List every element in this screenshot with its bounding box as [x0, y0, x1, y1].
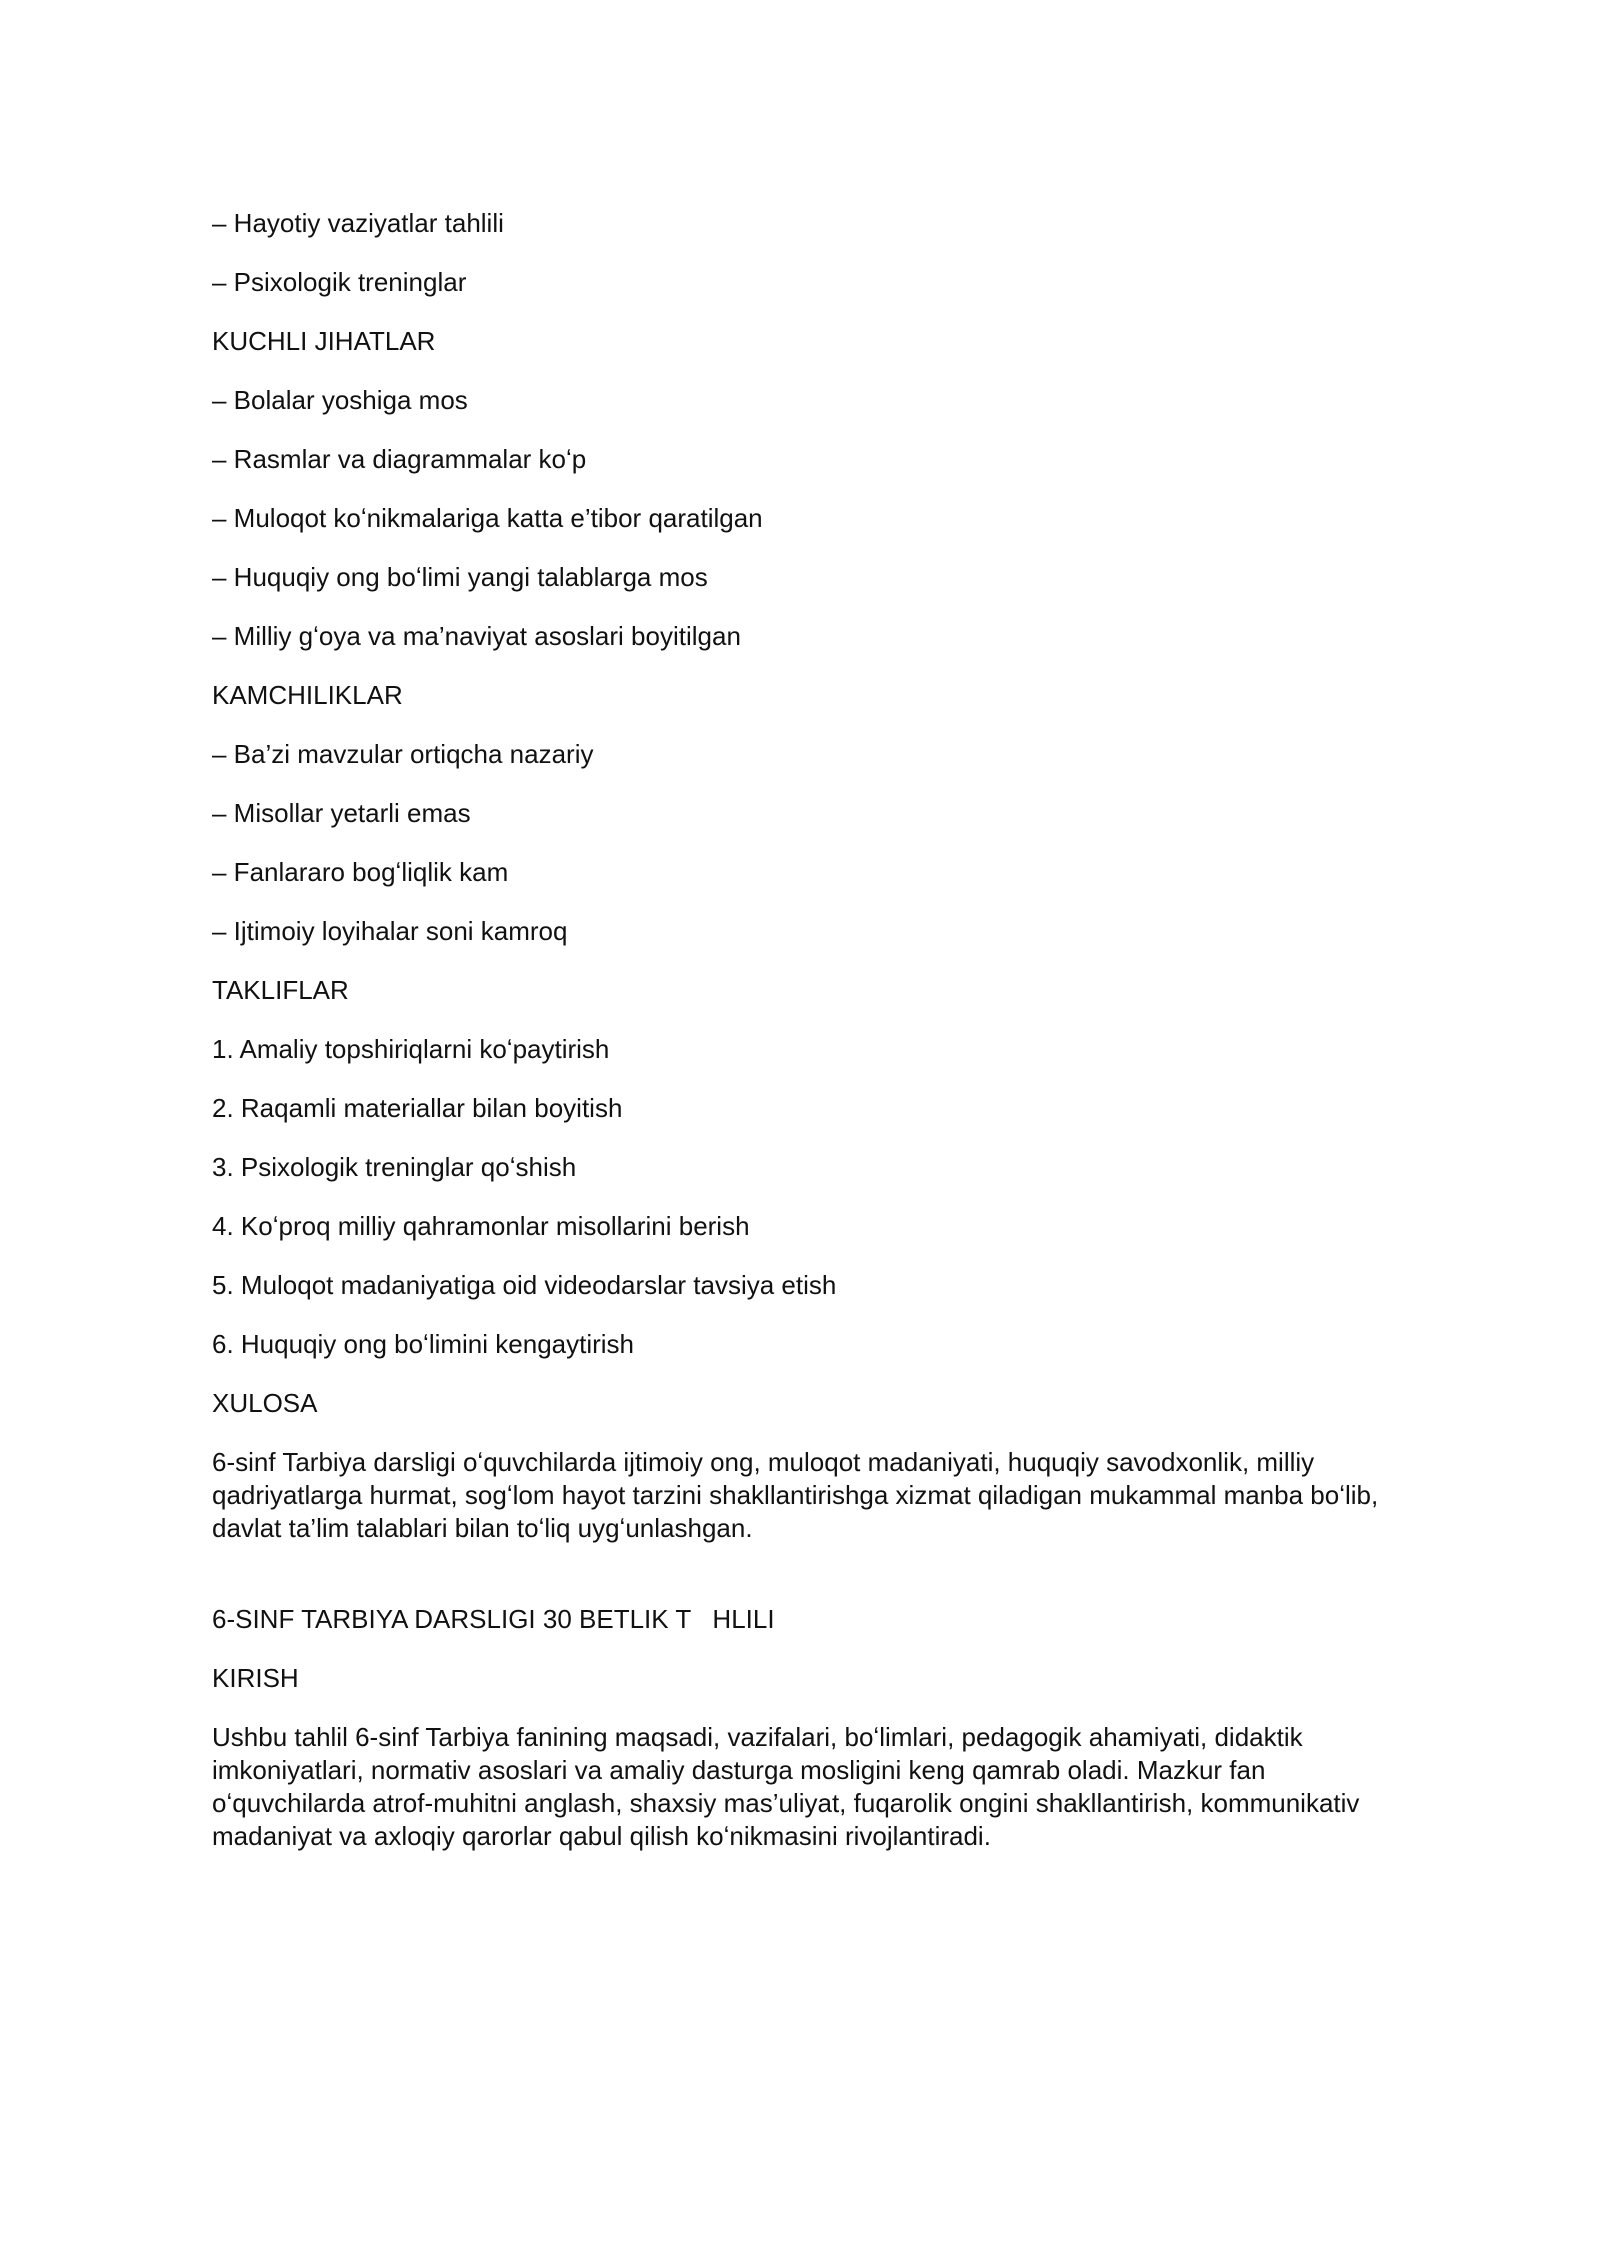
list-item: – Muloqot koʻnikmalariga katta e’tibor qaratilgan — [212, 503, 763, 533]
intro-paragraph: Ushbu tahlil 6-sinf Tarbiya fanining maqsadi, vazifalari, boʻlimlari, pedagogik ahamiyati, didaktik imkoniyatlari, normativ asoslari va amaliy dasturga mosligini keng qamrab oladi. Mazkur fan oʻquvchilarda atrof-muhitni anglash, shaxsiy mas’uliyat, fuqarolik ongini shakllantirish, kommunikativ madaniyat va axloqiy qarorlar qabul qilish koʻnikmasini rivojlantiradi. — [212, 1722, 1360, 1851]
list-item: – Ba’zi mavzular ortiqcha nazariy — [212, 739, 594, 769]
list-item: – Ijtimoiy loyihalar soni kamroq — [212, 916, 568, 946]
page-content — [212, 207, 1392, 1879]
list-item: 6. Huquqiy ong boʻlimini kengaytirish — [212, 1329, 635, 1359]
list-item: – Bolalar yoshiga mos — [212, 385, 468, 415]
list-item: 5. Muloqot madaniyatiga oid videodarslar tavsiya etish — [212, 1270, 837, 1300]
list-item: – Hayotiy vaziyatlar tahlili — [212, 208, 504, 238]
conclusion-paragraph: 6-sinf Tarbiya darsligi oʻquvchilarda ijtimoiy ong, muloqot madaniyati, huquqiy savodxonlik, milliy qadriyatlarga hurmat, sogʻlom hayot tarzini shakllantirishga xizmat qiladigan mukammal manba boʻlib, davlat ta’lim talablari bilan toʻliq uygʻunlashgan. — [212, 1447, 1379, 1543]
list-item: 4. Koʻproq milliy qahramonlar misollarini berish — [212, 1211, 750, 1241]
section-heading-weaknesses: KAMCHILIKLAR — [212, 680, 403, 710]
list-item: – Fanlararo bogʻliqlik kam — [212, 857, 509, 887]
list-item: – Huquqiy ong boʻlimi yangi talablarga mos — [212, 562, 708, 592]
section-heading-proposals: TAKLIFLAR — [212, 975, 349, 1005]
document-title: 6-SINF TARBIYA DARSLIGI 30 BETLIK T HLILI — [212, 1604, 775, 1634]
list-item: – Rasmlar va diagrammalar koʻp — [212, 444, 587, 474]
section-heading-conclusion: XULOSA — [212, 1388, 318, 1418]
section-heading-strengths: KUCHLI JIHATLAR — [212, 326, 436, 356]
list-item: 1. Amaliy topshiriqlarni koʻpaytirish — [212, 1034, 610, 1064]
list-item: – Milliy gʻoya va ma’naviyat asoslari boyitilgan — [212, 621, 741, 651]
list-item: 3. Psixologik treninglar qoʻshish — [212, 1152, 577, 1182]
list-item: – Psixologik treninglar — [212, 267, 467, 297]
list-item: – Misollar yetarli emas — [212, 798, 471, 828]
section-heading-intro: KIRISH — [212, 1663, 299, 1693]
list-item: 2. Raqamli materiallar bilan boyitish — [212, 1093, 623, 1123]
